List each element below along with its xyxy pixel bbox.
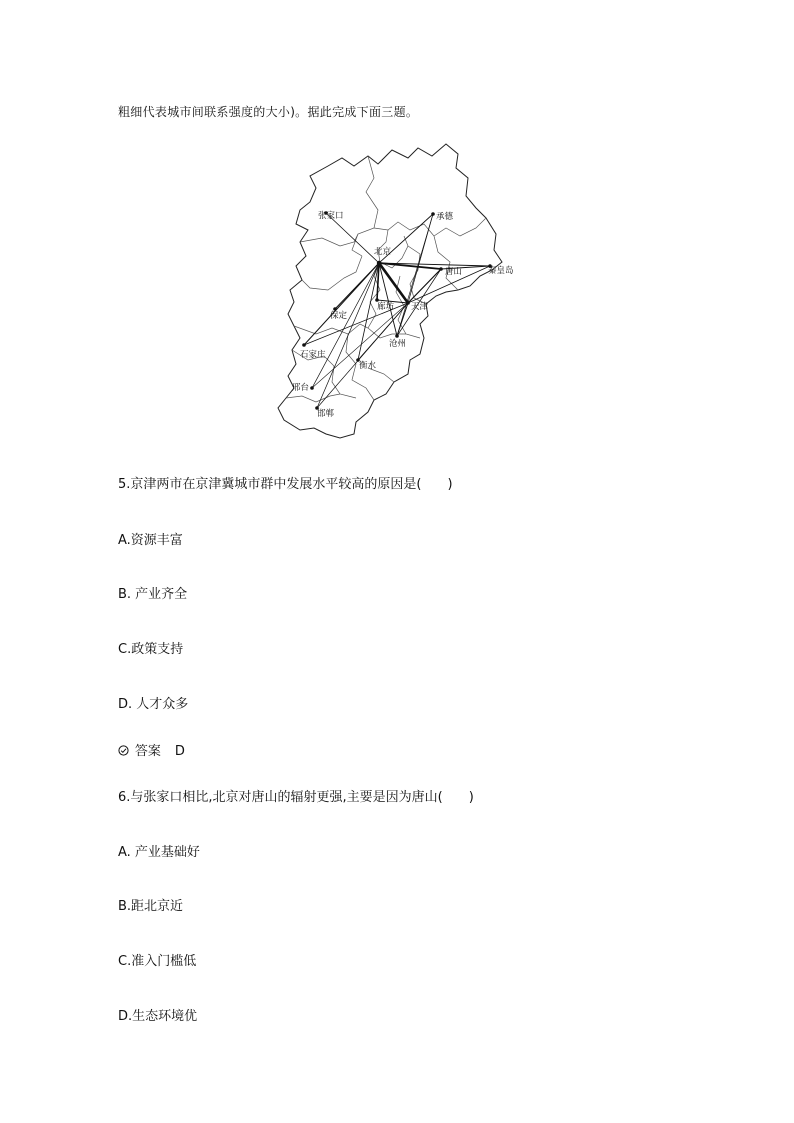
city-label-zhangjiakou: 张家口 [318, 211, 344, 221]
city-label-shijiazhuang: 石家庄 [300, 350, 326, 360]
city-label-langfang: 廊坊 [377, 302, 395, 312]
city-label-cangzhou: 沧州 [389, 339, 407, 349]
city-label-handan: 邯郸 [317, 409, 335, 419]
city-label-chengde: 承德 [436, 212, 454, 222]
question-5-option-d: D. 人才众多 [118, 697, 189, 712]
city-label-tangshan: 唐山 [445, 267, 463, 277]
question-6-option-b: B.距北京近 [118, 899, 184, 914]
city-label-beijing: 北京 [374, 247, 392, 257]
question-5-answer [118, 740, 185, 759]
question-6-option-d: D.生态环境优 [118, 1009, 198, 1024]
question-5-option-a: A.资源丰富 [118, 533, 183, 548]
region-outline [278, 144, 502, 438]
city-label-hengshui: 衡水 [359, 361, 377, 371]
answer-label: 答案 [134, 744, 161, 759]
question-5-stem: 5.京津两市在京津冀城市群中发展水平较高的原因是( ) [118, 477, 453, 492]
city-label-xingtai: 邢台 [292, 383, 310, 393]
question-5-option-b: B. 产业齐全 [118, 587, 188, 602]
intro-text: 粗细代表城市间联系强度的大小)。据此完成下面三题。 [118, 105, 419, 119]
city-label-qinhuangdao: 秦皇岛 [488, 266, 514, 276]
question-6-stem: 6.与张家口相比,北京对唐山的辐射更强,主要是因为唐山( ) [118, 790, 474, 805]
city-label-tianjin: 天津 [411, 302, 429, 312]
question-5-option-c: C.政策支持 [118, 642, 184, 657]
question-6-option-c: C.准入门槛低 [118, 954, 197, 969]
question-6-option-a: A. 产业基础好 [118, 845, 200, 860]
jingjinji-map [270, 138, 530, 442]
check-circle-icon [118, 744, 133, 758]
city-label-baoding: 保定 [330, 311, 348, 321]
answer-value: D [174, 744, 185, 759]
